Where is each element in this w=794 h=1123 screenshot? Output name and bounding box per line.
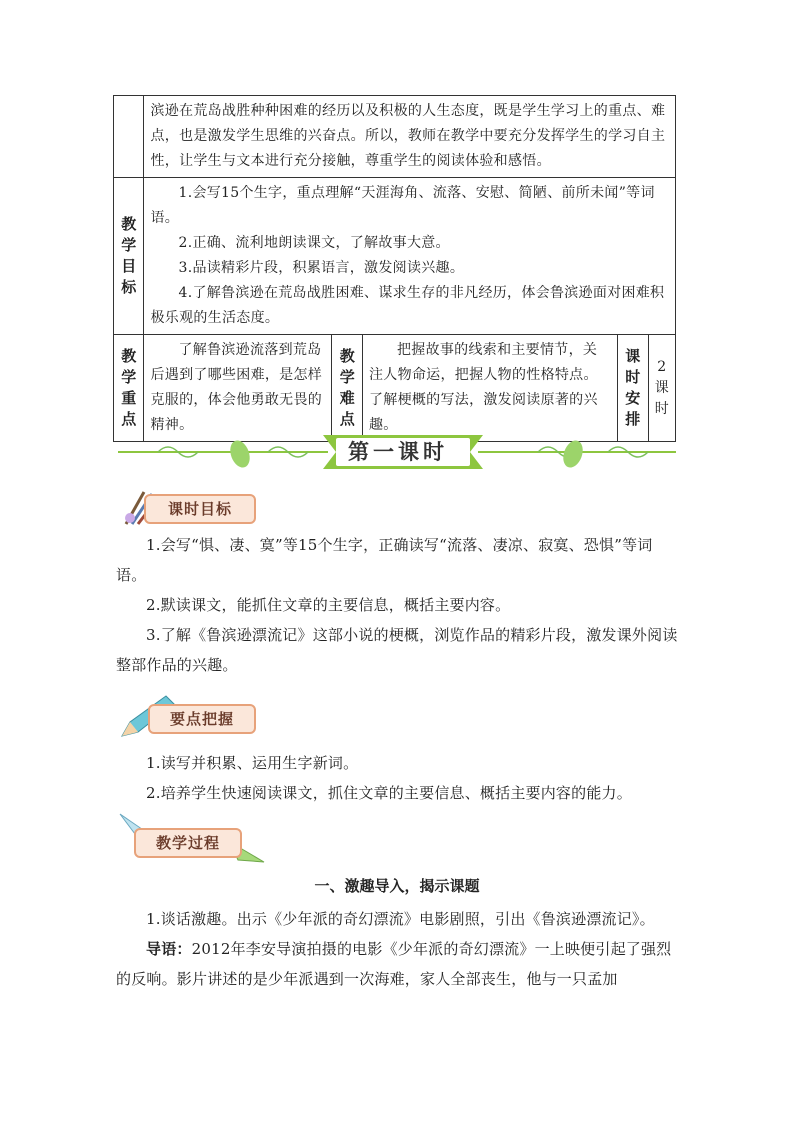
schedule-value — [648, 335, 675, 442]
label-char: 教 — [339, 347, 355, 365]
goal-item: 2.正确、流利地朗读课文，了解故事大意。 — [178, 235, 450, 251]
process-heading: 一、激趣导入，揭示课题 — [314, 877, 480, 895]
lead-text: 2012年李安导演拍摄的电影《少年派的奇幻漂流》一上映便引起了强烈的反响。影片讲述的是少年派遇到一次海难，家人全部丧生，他与一只孟加 — [116, 940, 672, 988]
badge-label: 课时目标 — [144, 494, 256, 524]
label-char: 学 — [121, 236, 137, 254]
label-char: 重 — [121, 389, 137, 407]
list-item: 3.了解《鲁滨逊漂流记》这部小说的梗概，浏览作品的精彩片段，激发课外阅读整部作品的兴趣。 — [116, 626, 678, 674]
label-char: 点 — [121, 410, 137, 428]
label-char: 时 — [625, 368, 641, 386]
list-item: 1.谈话激趣。出示《少年派的奇幻漂流》电影剧照，引出《鲁滨逊漂流记》。 — [146, 910, 655, 928]
process-body — [116, 904, 678, 994]
key-points-badge — [118, 692, 258, 740]
intro-cell — [144, 96, 676, 178]
hours-char: 2 — [657, 358, 667, 375]
lesson-goals-badge — [118, 490, 258, 524]
lesson-plan-table — [113, 95, 676, 442]
badge-label: 要点把握 — [148, 704, 256, 734]
difficulty-cell — [362, 335, 617, 442]
difficulty-text: 把握故事的线索和主要情节，关注人物命运，把握人物的性格特点。了解梗概的写法，激发阅读原著的兴趣。 — [368, 342, 598, 433]
label-char: 目 — [121, 257, 137, 275]
key-cell — [144, 335, 332, 442]
label-char: 课 — [625, 347, 641, 365]
schedule-label — [618, 335, 648, 442]
table-label-empty — [114, 96, 144, 178]
table-row — [114, 335, 676, 442]
banner-title: 第一课时 — [348, 440, 448, 464]
hours-char: 课 — [654, 379, 669, 396]
list-item: 1.读写并积累、运用生字新词。 — [146, 754, 359, 772]
intro-text: 滨逊在荒岛战胜种种困难的经历以及积极的人生态度，既是学生学习上的重点、难点，也是激发学生思维的兴奋点。所以，教师在教学中要充分发挥学生的学习自主性，让学生与文本进行充分接触，尊重学生的阅读体验和感悟。 — [150, 103, 666, 169]
lesson-banner — [118, 430, 676, 474]
label-char: 点 — [339, 410, 355, 428]
label-char: 标 — [121, 278, 137, 296]
list-item: 2.培养学生快速阅读课文，抓住文章的主要信息、概括主要内容的能力。 — [146, 784, 632, 802]
goal-item: 4.了解鲁滨逊在荒岛战胜困难、谋求生存的非凡经历，体会鲁滨逊面对困难积极乐观的生活态度。 — [150, 285, 665, 326]
key-points-list — [116, 748, 678, 808]
label-char: 教 — [121, 347, 137, 365]
label-char: 教 — [121, 215, 137, 233]
hours-char: 时 — [654, 400, 669, 417]
process-badge — [118, 812, 268, 866]
badge-label: 教学过程 — [134, 828, 242, 858]
label-char: 学 — [339, 368, 355, 386]
key-text: 了解鲁滨逊流落到荒岛后遇到了哪些困难，是怎样克服的，体会他勇敢无畏的精神。 — [150, 342, 323, 433]
label-char: 安 — [625, 389, 641, 407]
difficulty-label — [332, 335, 362, 442]
table-row — [114, 178, 676, 335]
table-row — [114, 96, 676, 178]
lead-paragraph — [116, 934, 678, 994]
lesson-goals-list — [116, 530, 678, 680]
goals-cell — [144, 178, 676, 335]
goals-label — [114, 178, 144, 335]
label-char: 排 — [625, 410, 641, 428]
list-item: 1.会写“惧、凄、寞”等15个生字，正确读写“流落、凄凉、寂寞、恐惧”等词语。 — [116, 536, 653, 584]
label-char: 难 — [339, 389, 355, 407]
goal-item: 3.品读精彩片段，积累语言，激发阅读兴趣。 — [178, 260, 465, 276]
lead-label: 导语： — [146, 940, 192, 958]
goal-item: 1.会写15个生字，重点理解“天涯海角、流落、安慰、简陋、前所未闻”等词语。 — [150, 185, 655, 226]
key-label — [114, 335, 144, 442]
label-char: 学 — [121, 368, 137, 386]
list-item: 2.默读课文，能抓住文章的主要信息，概括主要内容。 — [146, 596, 511, 614]
